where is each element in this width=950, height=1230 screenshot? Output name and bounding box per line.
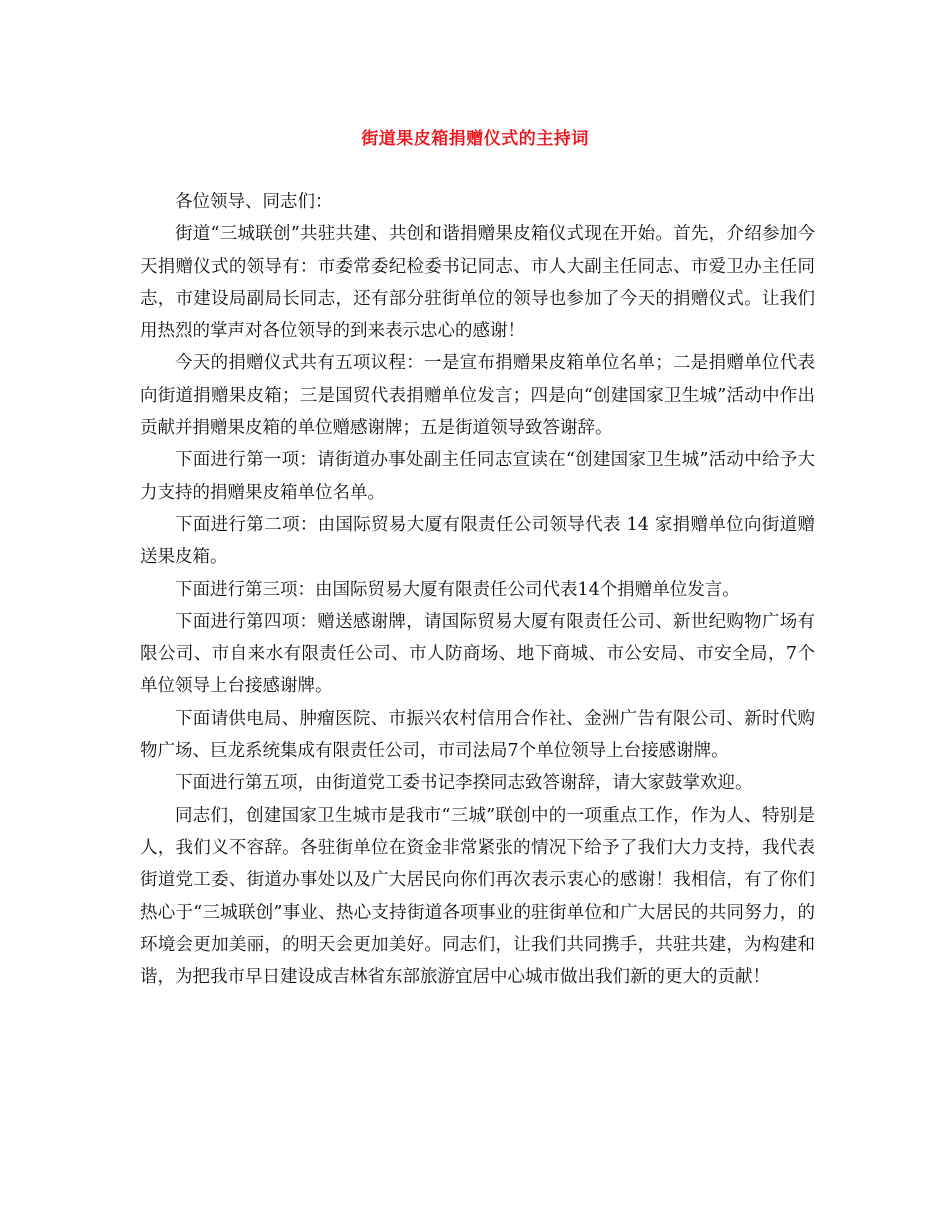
paragraph-closing: 同志们，创建国家卫生城市是我市“三城”联创中的一项重点工作，作为人、特别是人，我们义不容辞。各驻街单位在资金非常紧张的情况下给予了我们大力支持，我代表街道党工委、街道办事处以及广大居民向你们再次表示衷心的感谢！我相信，有了你们热心于“三城联创”事业、热心支持街道各项事业的驻街单位和广大居民的共同努力，的环境会更加美丽，的明天会更加美好。同志们，让我们共同携手，共驻共建，为构建和谐，为把我市早日建设成吉林省东部旅游宜居中心城市做出我们新的更大的贡献！ — [140, 805, 815, 988]
paragraph-item-five: 下面进行第五项，由街道党工委书记李揆同志致答谢辞，请大家鼓掌欢迎。 — [175, 773, 753, 794]
paragraph-item-one: 下面进行第一项：请街道办事处副主任同志宣读在“创建国家卫生城”活动中给予大力支持的捐赠果皮箱单位名单。 — [140, 450, 815, 503]
paragraph-item-four-continued: 下面请供电局、肿瘤医院、市振兴农村信用合作社、金洲广告有限公司、新时代购物广场、巨龙系统集成有限责任公司，市司法局7个单位领导上台接感谢牌。 — [140, 708, 815, 762]
paragraph-item-three: 下面进行第三项：由国际贸易大厦有限责任公司代表14个捐赠单位发言。 — [175, 579, 740, 600]
paragraph-agenda: 今天的捐赠仪式共有五项议程：一是宣布捐赠果皮箱单位名单；二是捐赠单位代表向街道捐赠果皮箱；三是国贸代表捐赠单位发言；四是向“创建国家卫生城”活动中作出贡献并捐赠果皮箱的单位赠感谢牌；五是街道领导致答谢辞。 — [140, 353, 815, 439]
document-title: 街道果皮箱捐赠仪式的主持词 — [361, 129, 589, 149]
paragraph-item-two: 下面进行第二项：由国际贸易大厦有限责任公司领导代表 14 家捐赠单位向街道赠送果皮箱。 — [140, 514, 815, 568]
paragraph-salutation: 各位领导、同志们： — [175, 192, 333, 212]
paragraph-item-four: 下面进行第四项：赠送感谢牌，请国际贸易大厦有限责任公司、新世纪购物广场有限公司、市自来水有限责任公司、市人防商场、地下商城、市公安局、市安全局，7个单位领导上台接感谢牌。 — [140, 611, 815, 697]
document-body — [140, 186, 815, 993]
paragraph-opening: 街道“三城联创”共驻共建、共创和谐捐赠果皮箱仪式现在开始。首先，介绍参加今天捐赠仪式的领导有：市委常委纪检委书记同志、市人大副主任同志、市爱卫办主任同志，市建设局副局长同志，还有部分驻街单位的领导也参加了今天的捐赠仪式。让我们用热烈的掌声对各位领导的到来表示忠心的感谢！ — [140, 224, 815, 342]
